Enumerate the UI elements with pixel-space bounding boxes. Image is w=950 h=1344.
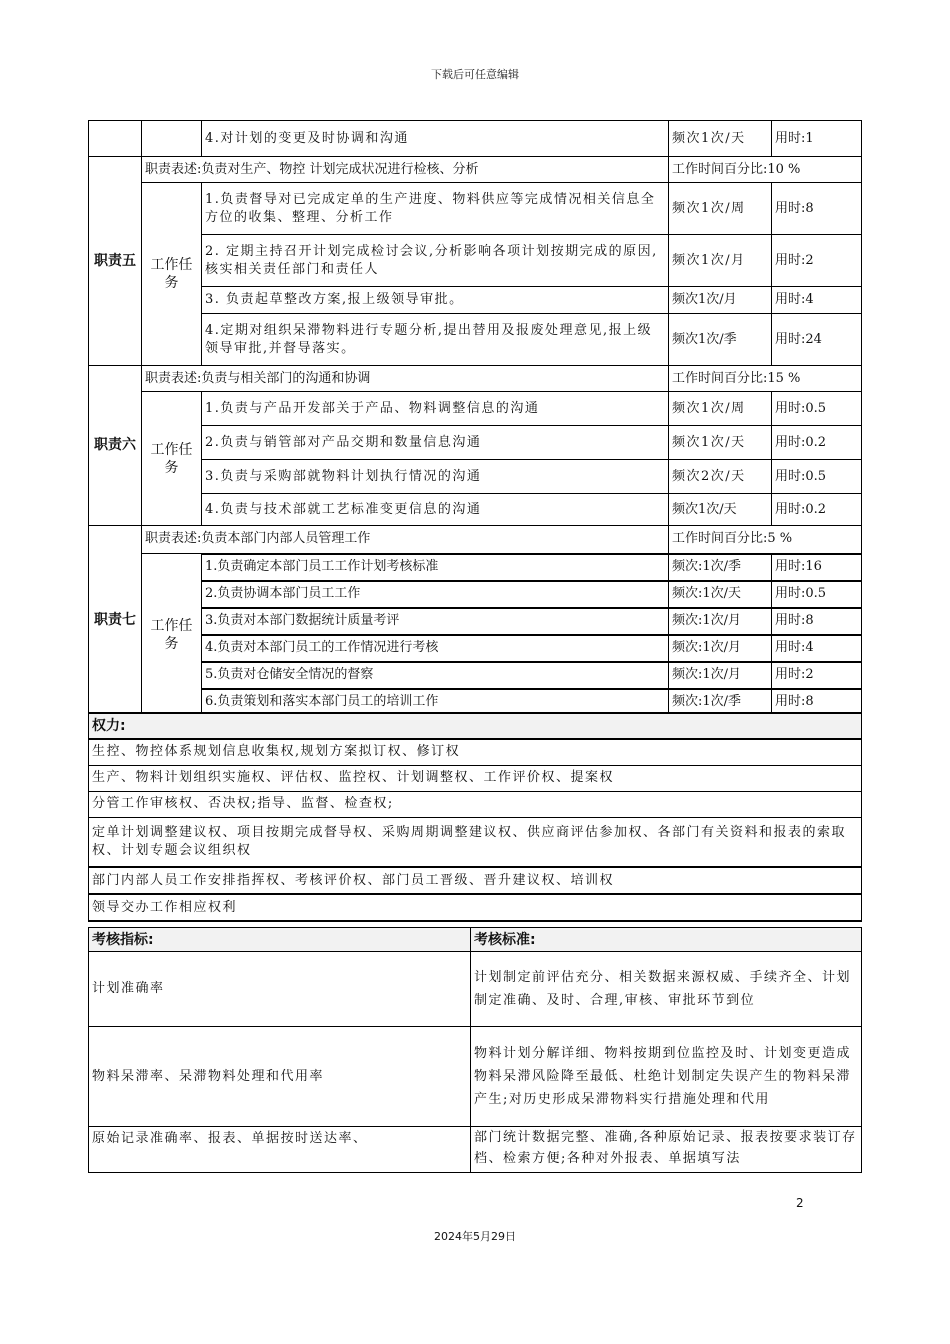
- work-label: 工作任务: [142, 392, 202, 526]
- authority-item: 部门内部人员工作安排指挥权、考核评价权、部门员工晋级、晋升建议权、培训权: [89, 867, 862, 894]
- task-hours: 用时:0.5: [772, 581, 862, 608]
- authority-item: 领导交办工作相应权利: [89, 894, 862, 921]
- task-hours: 用时:8: [772, 183, 862, 235]
- authority-item: 生产、物料计划组织实施权、评估权、监控权、计划调整权、工作评价权、提案权: [89, 765, 862, 791]
- table-row: [89, 157, 862, 183]
- duty-table: [88, 120, 862, 716]
- task-hours: 用时:8: [772, 689, 862, 716]
- table-row: [89, 928, 862, 952]
- work-label: 工作任务: [142, 183, 202, 366]
- table-row: [89, 817, 862, 867]
- table-row: [89, 314, 862, 366]
- task-hours: 用时:4: [772, 287, 862, 314]
- duty-description: 职责表述:负责对生产、物控 计划完成状况进行检核、分析: [142, 157, 669, 183]
- indicator-cell: 计划准确率: [89, 952, 471, 1027]
- table-row: [89, 952, 862, 1027]
- standard-cell: 计划制定前评估充分、相关数据来源权威、手续齐全、计划制定准确、及时、合理,审核、审批环节到位: [471, 952, 862, 1027]
- page-number: 2: [796, 1196, 804, 1210]
- task-text: 3.负责对本部门数据统计质量考评: [202, 608, 669, 635]
- table-row: [89, 183, 862, 235]
- task-hours: 用时:1: [772, 121, 862, 157]
- task-frequency: 频次:1次/季: [669, 689, 772, 716]
- task-frequency: 频次1次/天: [669, 494, 772, 526]
- work-label: 工作任务: [142, 554, 202, 716]
- task-text: 4.定期对组织呆滞物料进行专题分析,提出替用及报废处理意见,报上级领导审批,并督导落实。: [202, 314, 669, 366]
- task-text: 2. 定期主持召开计划完成检讨会议,分析影响各项计划按期完成的原因,核实相关责任部门和责任人: [202, 235, 669, 287]
- table-row: [89, 635, 862, 662]
- authority-title: 权力:: [89, 713, 862, 739]
- table-row: [89, 581, 862, 608]
- table-row: [89, 366, 862, 392]
- standard-cell: 部门统计数据完整、准确,各种原始记录、报表按要求装订存档、检索方便;各种对外报表、单据填写法: [471, 1127, 862, 1173]
- task-hours: 用时:16: [772, 554, 862, 581]
- indicator-header: 考核指标:: [89, 928, 471, 952]
- table-row: [89, 867, 862, 894]
- section-label-cell: [89, 121, 142, 157]
- task-text: 3. 负责起草整改方案,报上级领导审批。: [202, 287, 669, 314]
- authority-item: 定单计划调整建议权、项目按期完成督导权、采购周期调整建议权、供应商评估参加权、各部门有关资料和报表的索取权、计划专题会议组织权: [89, 817, 862, 867]
- standard-cell: 物料计划分解详细、物料按期到位监控及时、计划变更造成物料呆滞风险降至最低、杜绝计划制定失误产生的物料呆滞产生;对历史形成呆滞物料实行措施处理和代用: [471, 1027, 862, 1127]
- task-frequency: 频次:1次/天: [669, 581, 772, 608]
- task-hours: 用时:0.2: [772, 494, 862, 526]
- task-text: 4.负责与技术部就工艺标准变更信息的沟通: [202, 494, 669, 526]
- task-text: 2.负责协调本部门员工工作: [202, 581, 669, 608]
- table-row: [89, 121, 862, 157]
- task-frequency: 频次1次/月: [669, 287, 772, 314]
- task-frequency: 频次1次/天: [669, 426, 772, 460]
- table-row: [89, 713, 862, 739]
- task-text: 6.负责策划和落实本部门员工的培训工作: [202, 689, 669, 716]
- task-frequency: 频次1次/天: [669, 121, 772, 157]
- task-text: 5.负责对仓储安全情况的督察: [202, 662, 669, 689]
- indicator-cell: 原始记录准确率、报表、单据按时送达率、: [89, 1127, 471, 1173]
- table-row: [89, 392, 862, 426]
- task-frequency: 频次2次/天: [669, 460, 772, 494]
- table-row: [89, 235, 862, 287]
- task-frequency: 频次:1次/月: [669, 608, 772, 635]
- task-text: 4.负责对本部门员工的工作情况进行考核: [202, 635, 669, 662]
- duty-description: 职责表述:负责与相关部门的沟通和协调: [142, 366, 669, 392]
- task-text: 1.负责与产品开发部关于产品、物料调整信息的沟通: [202, 392, 669, 426]
- table-row: [89, 426, 862, 460]
- task-frequency: 频次:1次/季: [669, 554, 772, 581]
- task-text: 3.负责与采购部就物料计划执行情况的沟通: [202, 460, 669, 494]
- task-text: 1.负责确定本部门员工工作计划考核标准: [202, 554, 669, 581]
- table-row: [89, 739, 862, 765]
- table-row: [89, 894, 862, 921]
- time-percentage: 工作时间百分比:10 %: [669, 157, 862, 183]
- task-frequency: 频次1次/季: [669, 314, 772, 366]
- section-label: 职责七: [89, 526, 142, 716]
- table-row: [89, 662, 862, 689]
- table-row: [89, 287, 862, 314]
- task-hours: 用时:0.5: [772, 392, 862, 426]
- table-row: [89, 1027, 862, 1127]
- table-row: [89, 554, 862, 581]
- duty-description: 职责表述:负责本部门内部人员管理工作: [142, 526, 669, 554]
- task-hours: 用时:2: [772, 235, 862, 287]
- task-hours: 用时:8: [772, 608, 862, 635]
- time-percentage: 工作时间百分比:15 %: [669, 366, 862, 392]
- work-label-cell: [142, 121, 202, 157]
- task-text: 4.对计划的变更及时协调和沟通: [202, 121, 669, 157]
- page-header: 下载后可任意编辑: [431, 68, 519, 81]
- task-hours: 用时:0.2: [772, 426, 862, 460]
- table-row: [89, 494, 862, 526]
- table-row: [89, 1127, 862, 1173]
- table-row: [89, 765, 862, 791]
- task-frequency: 频次1次/月: [669, 235, 772, 287]
- task-hours: 用时:24: [772, 314, 862, 366]
- task-frequency: 频次1次/周: [669, 183, 772, 235]
- section-label: 职责六: [89, 366, 142, 526]
- authority-item: 分管工作审核权、否决权;指导、监督、检查权;: [89, 791, 862, 817]
- authority-table: [88, 712, 862, 922]
- task-hours: 用时:4: [772, 635, 862, 662]
- indicator-cell: 物料呆滞率、呆滞物料处理和代用率: [89, 1027, 471, 1127]
- footer-date: 2024年5月29日: [434, 1230, 516, 1243]
- table-row: [89, 460, 862, 494]
- authority-item: 生控、物控体系规划信息收集权,规划方案拟订权、修订权: [89, 739, 862, 765]
- task-frequency: 频次:1次/月: [669, 635, 772, 662]
- task-hours: 用时:2: [772, 662, 862, 689]
- task-hours: 用时:0.5: [772, 460, 862, 494]
- standard-header: 考核标准:: [471, 928, 862, 952]
- assessment-table: [88, 927, 862, 1173]
- table-row: [89, 791, 862, 817]
- task-frequency: 频次:1次/月: [669, 662, 772, 689]
- section-label: 职责五: [89, 157, 142, 366]
- task-text: 1.负责督导对已完成定单的生产进度、物料供应等完成情况相关信息全方位的收集、整理、分析工作: [202, 183, 669, 235]
- time-percentage: 工作时间百分比:5 %: [669, 526, 862, 554]
- task-text: 2.负责与销管部对产品交期和数量信息沟通: [202, 426, 669, 460]
- table-row: [89, 608, 862, 635]
- table-row: [89, 526, 862, 554]
- task-frequency: 频次1次/周: [669, 392, 772, 426]
